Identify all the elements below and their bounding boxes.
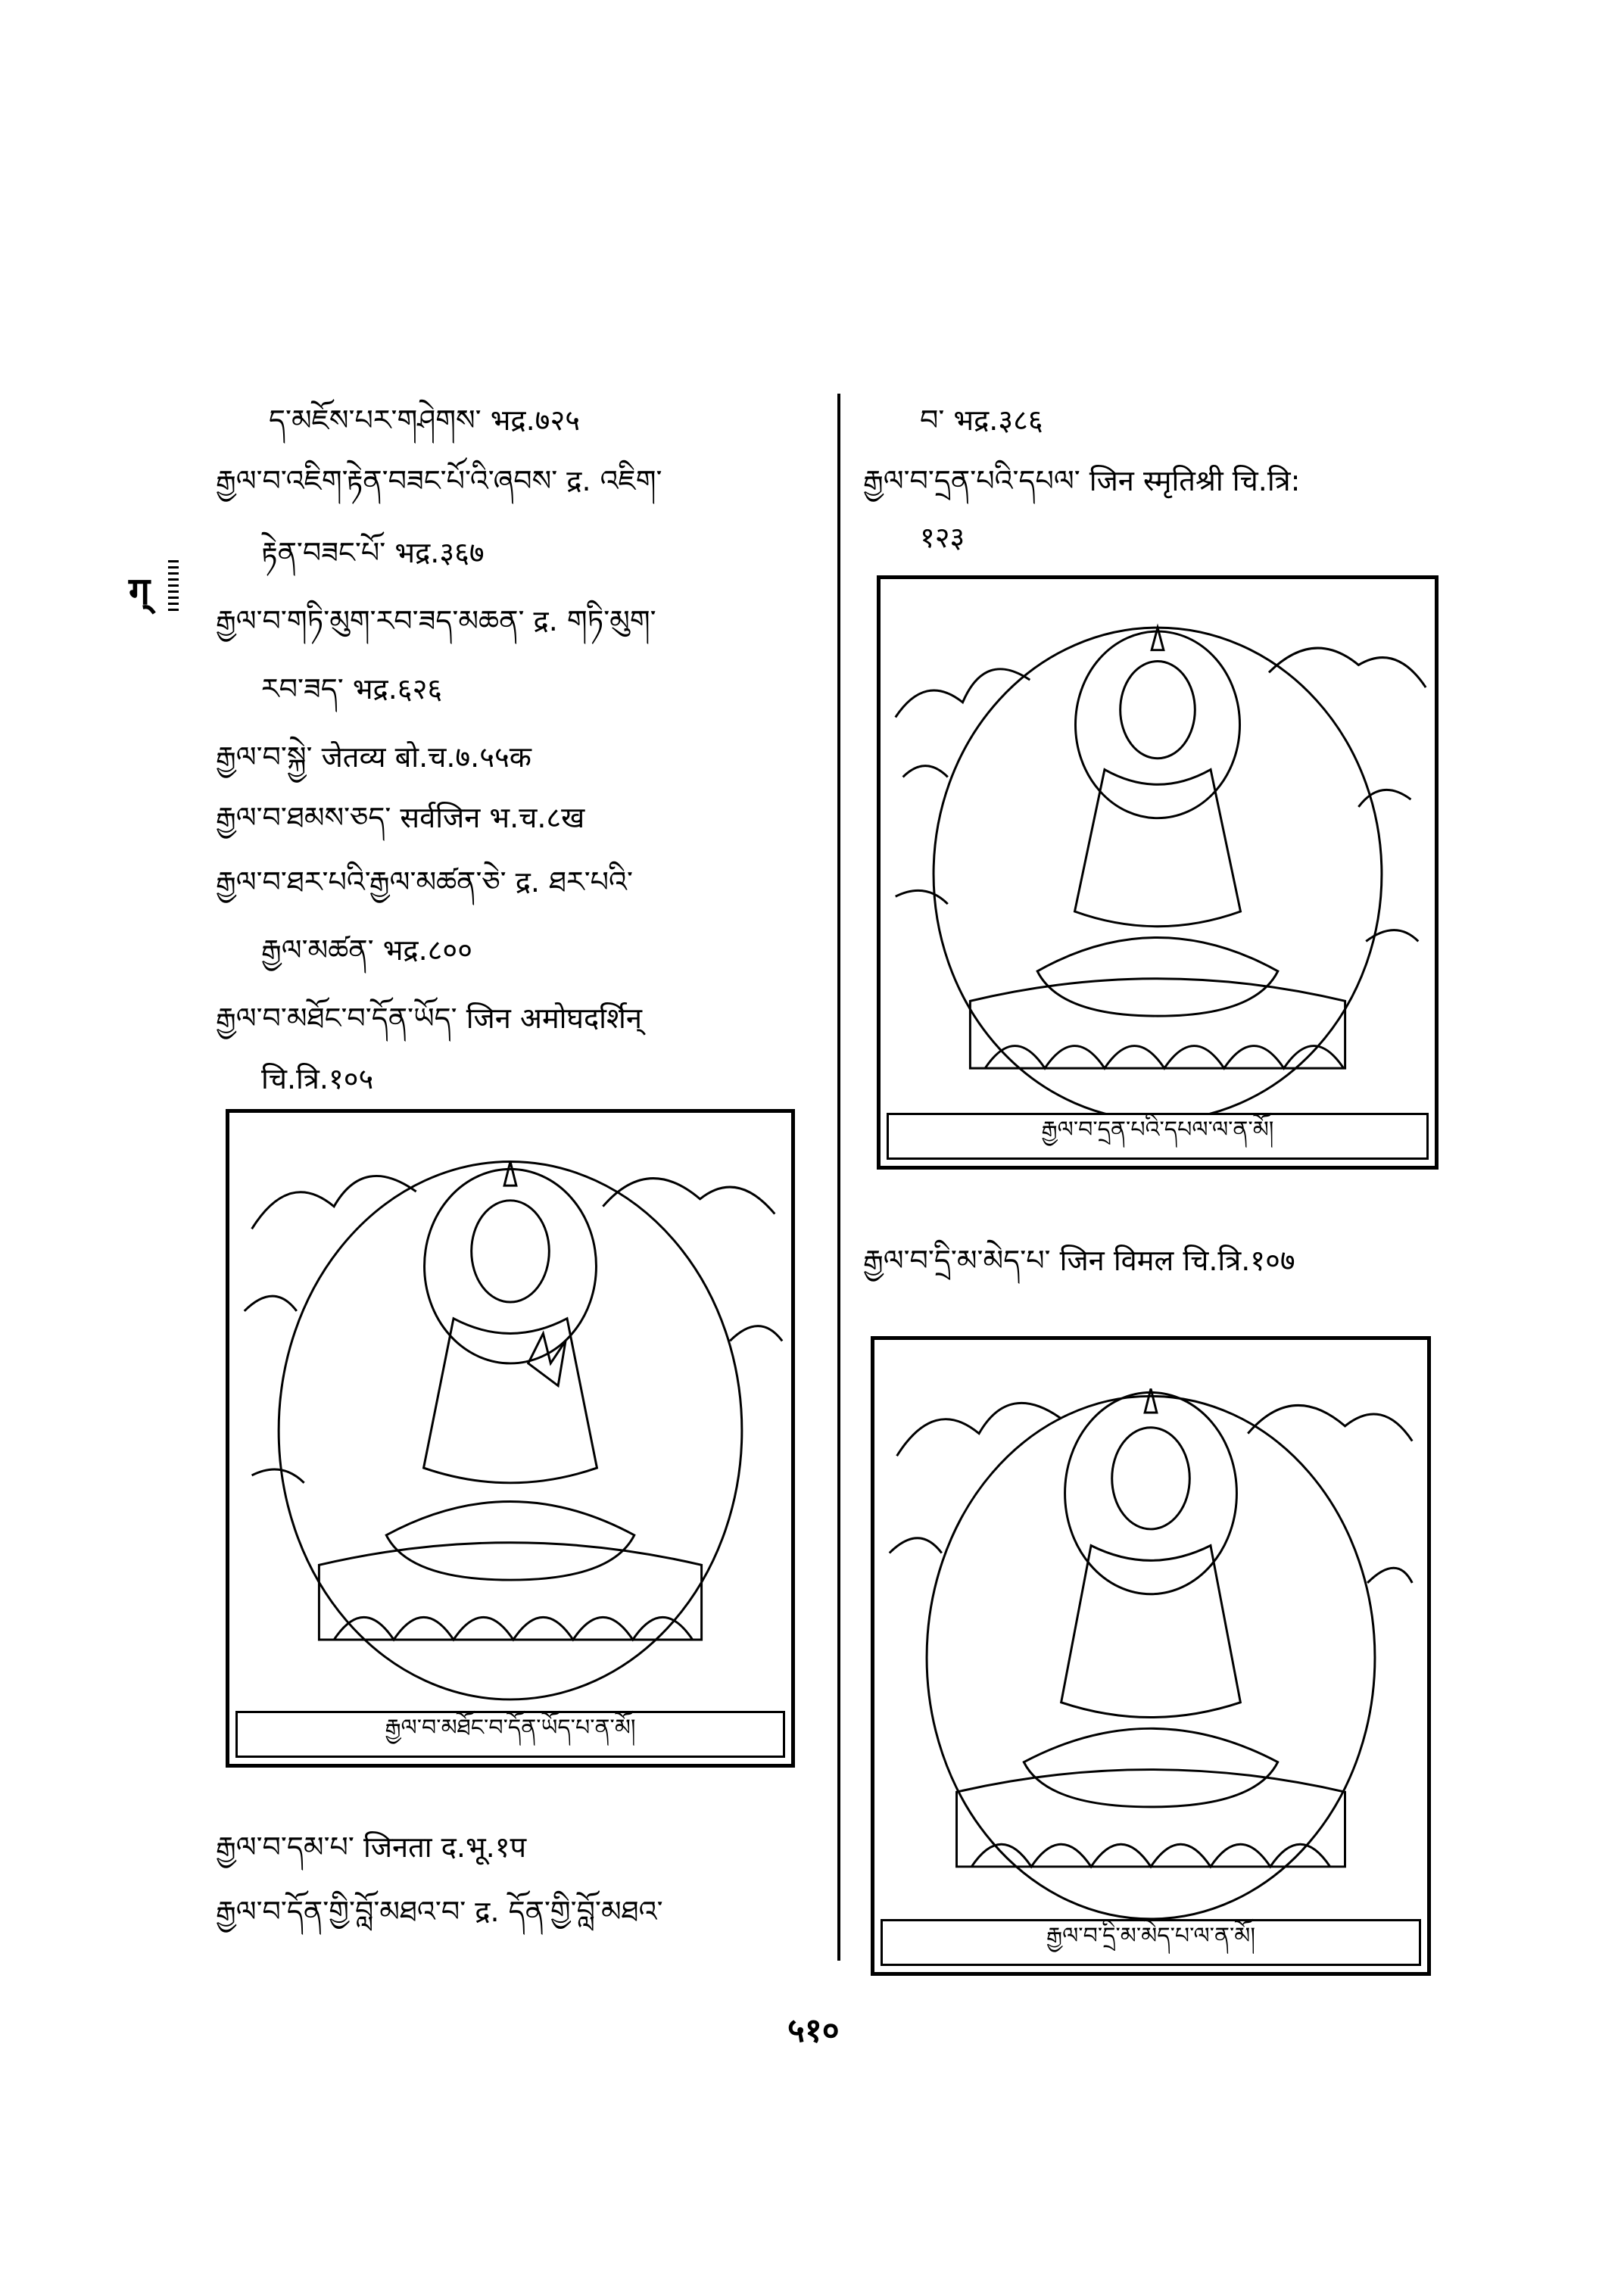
illustration-caption: རྒྱལ་བ་དྲི་མ་མེད་པ་ལ་ན་མོ། — [881, 1919, 1421, 1966]
entry-line: རབ་ཟད་ भद्र.६२६ — [261, 672, 443, 706]
entry-line: རྟེན་བཟང་པོ་ भद्र.३६७ — [261, 536, 485, 569]
entry-line: རྒྱལ་བ་ཐམས་ཅད་ सर्वजिन भ.च.८ख — [216, 801, 585, 834]
entry-line: चि.त्रि.१०५ — [261, 1062, 374, 1095]
buddha-drawing — [229, 1113, 791, 1718]
entry-line: རྒྱལ་བ་དོན་གྱི་བློ་མཐའ་བ་ द्र. དོན་གྱི་བློ་མཐའ་ — [216, 1895, 663, 1928]
entry-line: རྒྱལ་བ་ཐར་པའི་རྒྱལ་མཚན་ཅེ་ द्र. ཐར་པའི་ — [216, 865, 633, 899]
page-number: ५१० — [787, 2011, 840, 2050]
buddha-drawing — [874, 1340, 1427, 1930]
entry-line: རྒྱལ་མཚན་ भद्र.८०० — [261, 933, 472, 967]
buddha-illustration-vimala — [871, 1336, 1431, 1976]
entry-line: རྒྱལ་བ་སྐྱེ་ जेतव्य बो.च.७.५५क — [216, 740, 531, 774]
buddha-drawing — [881, 579, 1435, 1132]
margin-marker: ग् — [129, 569, 151, 613]
entry-line: རྒྱལ་བ་འཇིག་རྟེན་བཟང་པོ་འི་ཞབས་ द्र. འཇིག་ — [216, 464, 662, 497]
illustration-caption: རྒྱལ་བ་མཐོང་བ་དོན་ཡོད་པ་ན་མོ། — [235, 1711, 785, 1758]
column-divider — [837, 394, 840, 1961]
entry-line: བ་ भद्र.३८६ — [920, 403, 1043, 437]
entry-line: རྒྱལ་བ་དྲན་པའི་དཔལ་ जिन स्मृतिश्री चि.त्रि: — [863, 464, 1301, 497]
entry-line: རྒྱལ་བ་མཐོང་བ་དོན་ཡོད་ जिन अमोघदर्शिन् — [216, 1002, 642, 1035]
entry-line: རྒྱལ་བ་དམ་པ་ जिनता द.भू.१प — [216, 1830, 527, 1864]
entry-line: ད་མཇོས་པར་གཤེགས་ भद्र.७२५ — [269, 403, 580, 437]
entry-line: རྒྱལ་བ་དྲི་མ་མེད་པ་ जिन विमल चि.त्रि.१०७ — [863, 1244, 1295, 1277]
buddha-illustration-amoghadarshin — [226, 1109, 795, 1768]
entry-line: རྒྱལ་བ་གཏི་མུག་རབ་ཟད་མཆན་ द्र. གཏི་མུག་ — [216, 604, 656, 637]
entry-line: १२३ — [920, 521, 965, 554]
illustration-caption: རྒྱལ་བ་དྲན་པའི་དཔལ་ལ་ན་མོ། — [887, 1113, 1429, 1160]
margin-ticks — [168, 560, 179, 613]
buddha-illustration-smrtishri — [877, 575, 1439, 1170]
